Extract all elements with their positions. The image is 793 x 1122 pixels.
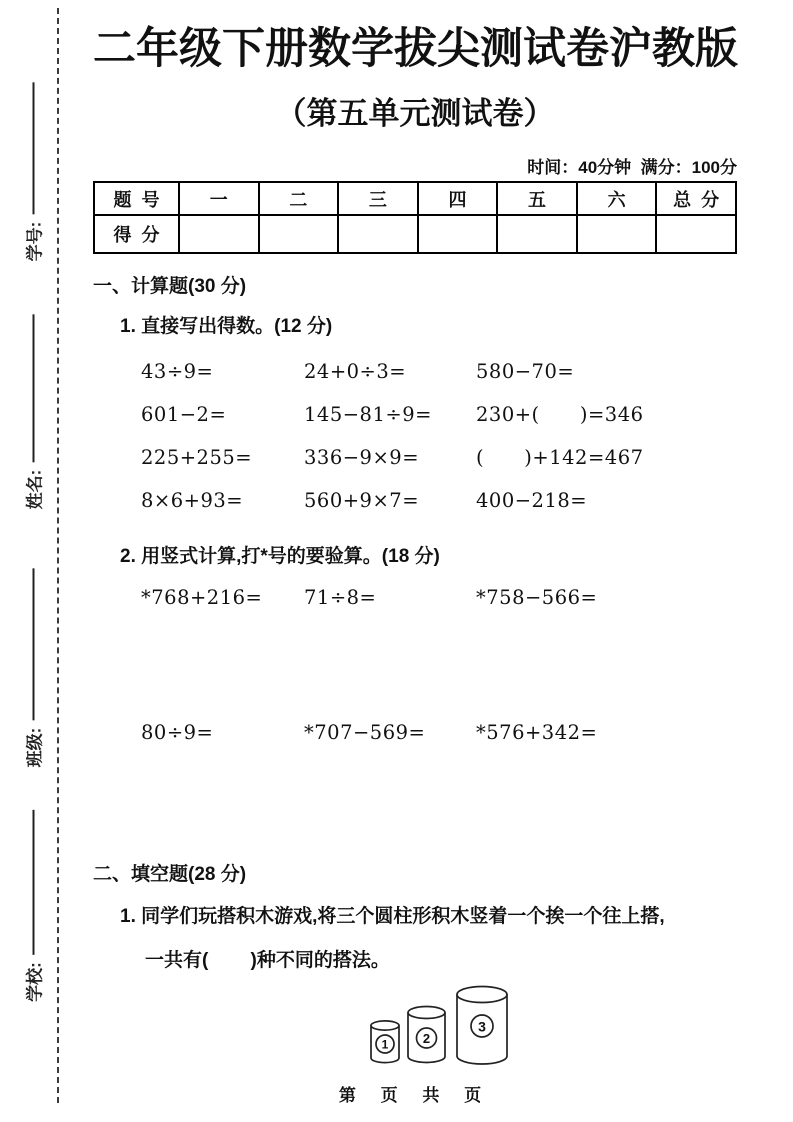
score-col-header: 一 xyxy=(179,182,259,215)
student-name-label: 姓名: xyxy=(25,469,45,510)
equation: 145−81÷9= xyxy=(304,403,432,426)
student-name-blank xyxy=(32,315,34,463)
equation: 560+9×7= xyxy=(304,489,420,512)
page-subtitle: （第五单元测试卷） xyxy=(275,96,555,131)
class-field xyxy=(21,569,46,768)
student-name-field xyxy=(21,315,46,510)
column-method-row1 xyxy=(93,585,737,611)
section1-q1-prompt: 1. 直接写出得数。(12 分) xyxy=(120,316,333,337)
equation: *758−566= xyxy=(476,586,598,609)
score-col-header: 总 分 xyxy=(656,182,736,215)
cylinder-1-number: 1 xyxy=(381,1037,389,1052)
score-cell xyxy=(418,215,498,253)
class-blank xyxy=(32,569,34,721)
equation: 43÷9= xyxy=(141,360,214,383)
equation: ( )+142=467 xyxy=(476,446,644,469)
student-number-blank xyxy=(32,83,34,215)
score-cell xyxy=(338,215,418,253)
score-col-header: 六 xyxy=(577,182,657,215)
column-method-row2 xyxy=(93,720,737,746)
mental-math-grid xyxy=(93,359,737,514)
score-col-header: 五 xyxy=(497,182,577,215)
score-col-header: 四 xyxy=(418,182,498,215)
school-field xyxy=(21,810,46,1002)
equation: 24+0÷3= xyxy=(304,360,407,383)
cylinder-3-number: 3 xyxy=(478,1018,486,1035)
section2-heading: 二、填空题(28 分) xyxy=(93,864,247,885)
section2-q1-text-line2: 一共有( )种不同的搭法。 xyxy=(145,950,390,971)
equation: 230+( )=346 xyxy=(476,403,644,426)
section1-heading: 一、计算题(30 分) xyxy=(93,276,247,297)
equation: 8×6+93= xyxy=(141,489,244,512)
equation: 601−2= xyxy=(141,403,227,426)
section1-q2-prompt: 2. 用竖式计算,打*号的要验算。(18 分) xyxy=(120,546,440,567)
score-cell xyxy=(179,215,259,253)
equation: 225+255= xyxy=(141,446,253,469)
score-cell xyxy=(497,215,577,253)
student-number-label: 学号: xyxy=(25,221,45,262)
section2-q1-text-line1: 1. 同学们玩搭积木游戏,将三个圆柱形积木竖着一个挨一个往上搭, xyxy=(120,906,665,927)
exam-time-score-info: 时间：40分钟 满分：100分 xyxy=(527,158,737,177)
equation: 80÷9= xyxy=(141,721,214,744)
exam-page xyxy=(93,0,737,1070)
page-footer: 第 页 共 页 xyxy=(338,1086,492,1105)
score-table xyxy=(93,181,737,254)
score-table-value-row xyxy=(94,215,736,253)
cylinder-2-number: 2 xyxy=(422,1031,431,1046)
score-cell xyxy=(577,215,657,253)
student-number-field xyxy=(21,83,46,262)
score-row-label: 得 分 xyxy=(94,215,179,253)
school-blank xyxy=(32,810,34,955)
score-col-header: 二 xyxy=(259,182,339,215)
score-cell xyxy=(656,215,736,253)
score-table-header-row xyxy=(94,182,736,215)
equation: *707−569= xyxy=(304,721,426,744)
page-title: 二年级下册数学拔尖测试卷沪教版 xyxy=(93,25,738,73)
equation: 71÷8= xyxy=(304,586,377,609)
cut-line-dashed xyxy=(57,8,59,1103)
equation: 336−9×9= xyxy=(304,446,420,469)
equation: 400−218= xyxy=(476,489,588,512)
class-label: 班级: xyxy=(25,727,45,768)
score-col-header: 题 号 xyxy=(94,182,179,215)
score-cell xyxy=(259,215,339,253)
score-col-header: 三 xyxy=(338,182,418,215)
school-label: 学校: xyxy=(25,962,45,1002)
equation: 580−70= xyxy=(476,360,575,383)
equation: *576+342= xyxy=(476,721,598,744)
cylinder-blocks-figure xyxy=(365,984,525,1070)
equation: *768+216= xyxy=(141,586,263,609)
